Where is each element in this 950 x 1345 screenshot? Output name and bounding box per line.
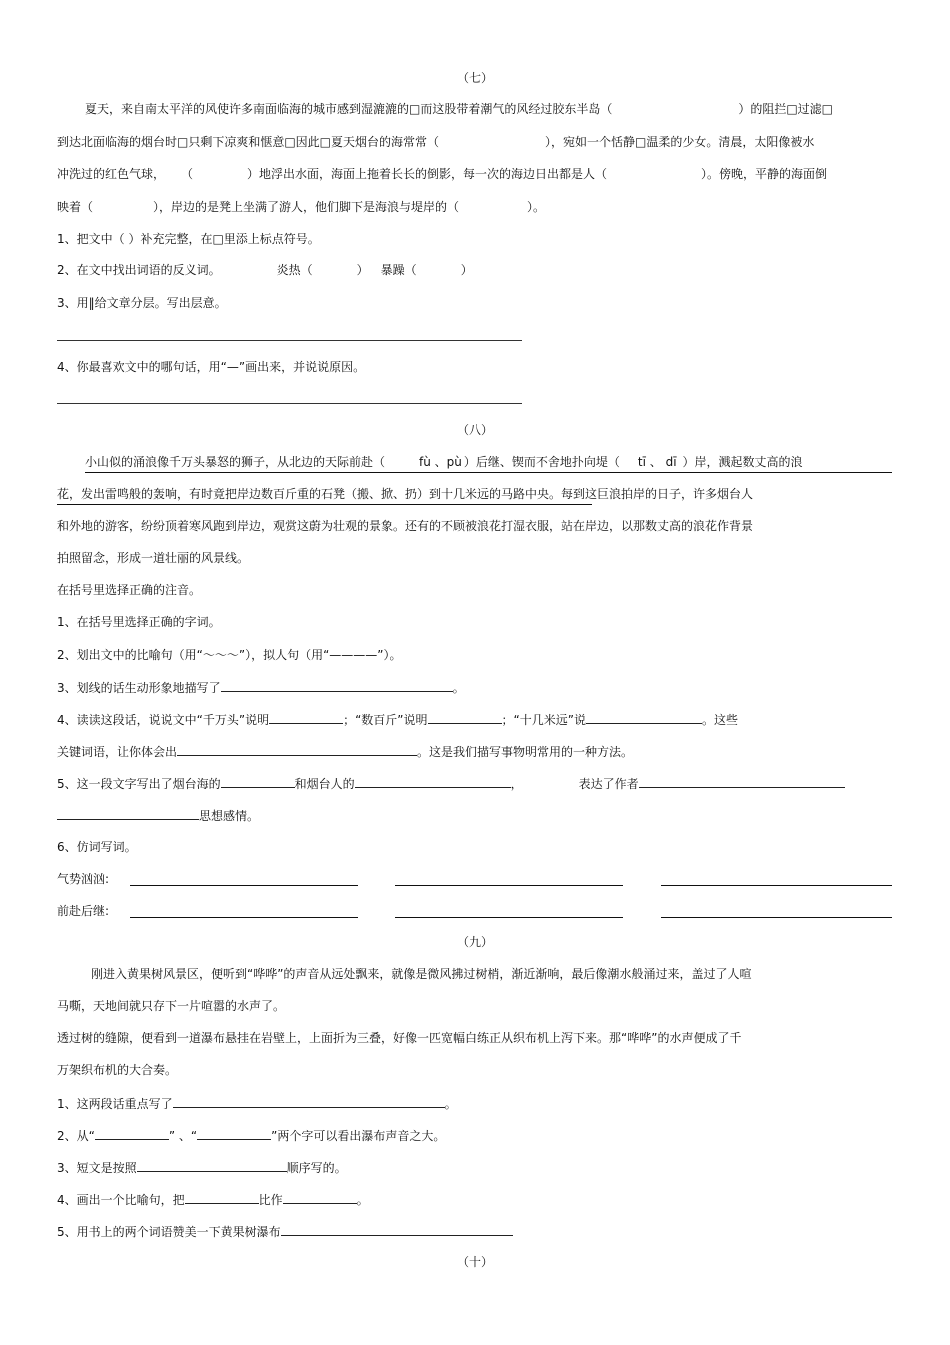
s7-question-2 [57,262,473,278]
answer-line[interactable] [57,403,522,404]
s7-question-3: 3、用‖给文章分层。写出层意。 [57,296,227,310]
s9-q3b-text: 顺序写的。 [286,1161,347,1175]
s7-paragraph-line-1 [85,101,833,117]
word-answer-line[interactable] [395,917,623,918]
word-prompt-1: 气势汹汹: [57,872,110,886]
s8-q4f-text: 。这是我们描写事物明常用的一种方法。 [417,745,634,759]
s9-q2b-text: ” 、“ [168,1129,198,1143]
s7-p4c-text: ）。 [527,200,546,214]
s8-question-4-cont [57,743,633,760]
s9-q4c-text: 。 [356,1193,369,1207]
s8-p1c-text: ）岸，溅起数丈高的浪 [682,455,803,469]
s8-question-5-cont [57,807,259,824]
underline-marking [57,504,592,505]
fill-blank[interactable] [355,775,511,788]
underline-marking [85,472,892,473]
section-7-header: （七） [456,71,493,85]
s7-p4a-text: 映着（ [57,200,94,214]
fill-blank[interactable] [586,711,702,724]
s8-instruction: 在括号里选择正确的注音。 [57,583,202,597]
pinyin-options-2: tī 、 dī [637,455,677,469]
fill-blank[interactable] [185,1191,259,1204]
fill-blank[interactable] [137,1159,287,1172]
s9-q4a-text: 4、画出一个比喻句，把 [57,1193,185,1207]
fill-blank[interactable] [221,775,295,788]
s8-q4c-text: ；“十几米远”说 [501,713,586,727]
s7-p3b-text: （ [181,167,194,181]
s8-question-5 [57,775,845,792]
s8-question-2: 2、划出文中的比喻句（用“～～～”），拟人句（用“————”）。 [57,648,402,662]
fill-blank[interactable] [639,775,845,788]
section-10-header: （十） [456,1255,493,1269]
section-9-header: （九） [456,935,493,949]
word-answer-line[interactable] [130,917,358,918]
s8-q4a-text: 4、读读这段话，说说文中“千万头”说明 [57,713,270,727]
s7-paragraph-line-3 [57,166,827,182]
s7-q2c-text: ） [356,263,369,277]
fill-blank[interactable] [283,1191,357,1204]
s8-q5d-text: 表达了作者 [578,777,639,791]
s8-p1b-text: ）后继、锲而不舍地扑向堤（ [463,455,620,469]
s9-question-1 [57,1095,457,1112]
s7-question-4: 4、你最喜欢文中的哪句话，用“—”画出来，并说说原因。 [57,360,366,374]
s9-q1b-text: 。 [444,1097,457,1111]
s8-q4e-text: 关键词语，让你体会出 [57,745,178,759]
s8-paragraph-line-2: 花，发出雷鸣般的轰响，有时竟把岸边数百斤重的石凳（搬、掀、扔）到十几米远的马路中央。每到这巨浪拍岸的日子，许多烟台人 [57,487,754,501]
s7-p1b-text: ）的阻拦□过滤□ [738,102,834,116]
s9-paragraph-line-1: 刚进入黄果树风景区，便听到“哗哗”的声音从远处飘来，就像是微风拂过树梢，渐近渐响，最后像潮水般涌过来，盖过了人喧 [91,967,752,981]
s8-q5e-text: 思想感情。 [199,809,260,823]
s9-question-2 [57,1127,445,1144]
section-8-header: （八） [456,423,493,437]
answer-line[interactable] [57,340,522,341]
s8-q5b-text: 和烟台人的 [294,777,355,791]
fill-blank[interactable] [221,679,453,692]
s7-p3d-text: ）。傍晚，平静的海面倒 [701,167,828,181]
s7-p3a-text: 冲洗过的红色气球， [57,167,166,181]
s9-question-3 [57,1159,347,1176]
s7-q2d-text: 暴躁（ [380,263,417,277]
s7-q2b-text: 炎热（ [276,263,313,277]
fill-blank[interactable] [281,1223,513,1236]
s7-p4b-text: ），岸边的是凳上坐满了游人，他们脚下是海浪与堤岸的（ [153,200,460,214]
s9-paragraph-line-2: 马嘶，天地间就只存下一片喧嚣的水声了。 [57,999,286,1013]
s7-q2a-text: 2、在文中找出词语的反义词。 [57,263,221,277]
s7-paragraph-line-2 [57,134,814,150]
s7-q2e-text: ） [460,263,473,277]
s9-q2c-text: ”两个字可以看出瀑布声音之大。 [271,1129,446,1143]
s9-question-5 [57,1223,513,1240]
s7-p2b-text: ），宛如一个恬静□温柔的少女。清晨，太阳像被水 [545,135,815,149]
s9-paragraph-line-4: 万架织布机的大合奏。 [57,1063,178,1077]
fill-blank[interactable] [95,1127,169,1140]
s9-paragraph-line-3: 透过树的缝隙，便看到一道瀑布悬挂在岩壁上，上面折为三叠，好像一匹宽幅白练正从织布机上泻下来。那“哗哗”的水声便成了千 [57,1031,742,1045]
s7-paragraph-line-4 [57,199,545,215]
s8-question-3 [57,679,465,696]
s7-question-1: 1、把文中（ ）补充完整，在□里添上标点符号。 [57,232,320,246]
s8-paragraph-line-3: 和外地的游客，纷纷顶着寒风跑到岸边，观赏这蔚为壮观的景象。还有的不顾被浪花打湿衣服，站在岸边，以那数丈高的浪花作背景 [57,519,754,533]
s8-paragraph-line-4: 拍照留念，形成一道壮丽的风景线。 [57,551,250,565]
s9-q1a-text: 1、这两段话重点写了 [57,1097,173,1111]
fill-blank[interactable] [269,711,343,724]
s8-q4d-text: 。这些 [701,713,738,727]
s8-q4b-text: ；“数百斤”说明 [343,713,428,727]
s9-question-4 [57,1191,369,1208]
word-answer-line[interactable] [661,885,892,886]
s9-q4b-text: 比作 [258,1193,283,1207]
fill-blank[interactable] [428,711,502,724]
s9-q5-text: 5、用书上的两个词语赞美一下黄果树瀑布 [57,1225,281,1239]
fill-blank[interactable] [173,1095,445,1108]
s9-q2a-text: 2、从“ [57,1129,95,1143]
s8-q5a-text: 5、这一段文字写出了烟台海的 [57,777,221,791]
s8-question-1: 1、在括号里选择正确的字词。 [57,615,221,629]
word-answer-line[interactable] [661,917,892,918]
word-answer-line[interactable] [130,885,358,886]
fill-blank[interactable] [197,1127,271,1140]
s8-paragraph-line-1 [85,454,803,470]
s8-q3b-text: 。 [452,681,465,695]
fill-blank[interactable] [57,807,199,820]
word-answer-line[interactable] [395,885,623,886]
s9-q3a-text: 3、短文是按照 [57,1161,137,1175]
s8-p1a-text: 小山似的涌浪像千万头暴怒的狮子，从北边的天际前赴（ [85,455,386,469]
s8-question-4 [57,711,738,728]
s7-p3c-text: ）地浮出水面，海面上拖着长长的倒影，每一次的海边日出都是人（ [247,167,608,181]
s7-p1-text: 夏天，来自南太平洋的风使许多南面临海的城市感到湿漉漉的□而这股带着潮气的风经过胶东半岛（ [85,102,613,116]
s8-q3a-text: 3、划线的话生动形象地描写了 [57,681,221,695]
s8-question-6: 6、仿词写词。 [57,840,137,854]
s7-p2a-text: 到达北面临海的烟台时□只剩下凉爽和惬意□因此□夏天烟台的海常常（ [57,135,440,149]
word-prompt-2: 前赴后继: [57,904,110,918]
s8-q5c-text: ， [510,777,523,791]
fill-blank[interactable] [177,743,417,756]
pinyin-options-1: fù 、pù [419,455,462,469]
